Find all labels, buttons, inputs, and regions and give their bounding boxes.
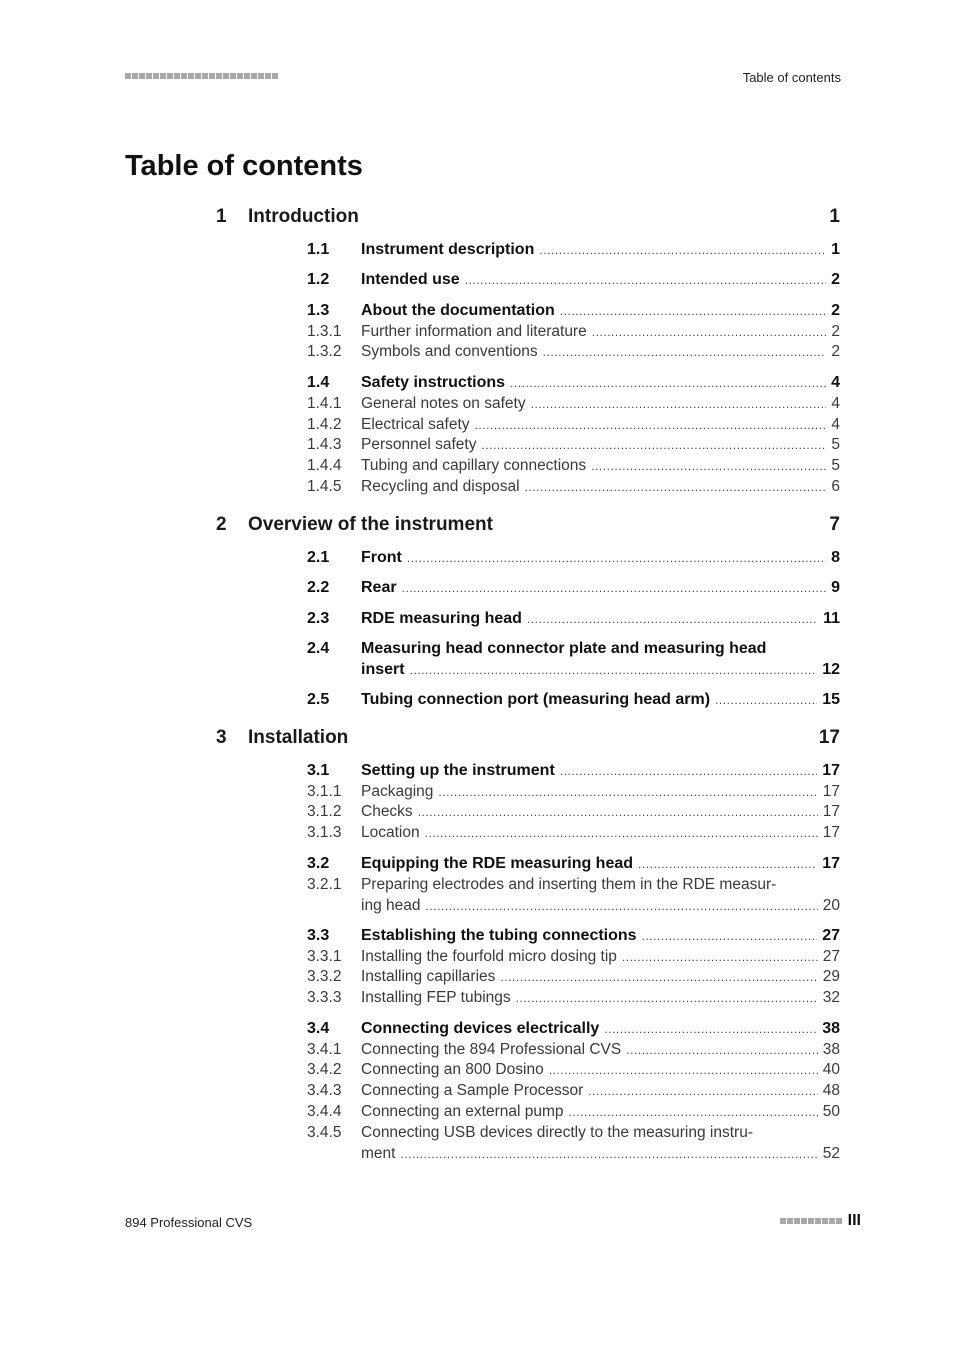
toc-chapter-1[interactable] — [216, 206, 840, 230]
toc-subsection-3-4-5[interactable] — [307, 1122, 840, 1165]
entry-title: Setting up the instrument — [361, 762, 555, 779]
toc-section-3-3[interactable] — [307, 925, 840, 947]
entry-page: 50 — [822, 1103, 840, 1120]
entry-number: 3.4.1 — [307, 1041, 342, 1058]
dot-leader — [527, 608, 818, 630]
dot-leader — [549, 1059, 818, 1081]
entry-title: Intended use — [361, 271, 460, 288]
entry-title: Rear — [361, 579, 397, 596]
dot-leader — [642, 925, 818, 947]
dot-leader — [418, 801, 818, 823]
entry-number: 3.2.1 — [307, 876, 342, 893]
dot-leader — [604, 1018, 817, 1040]
entry-page: 17 — [822, 803, 840, 820]
entry-number: 3.1 — [307, 762, 330, 779]
dot-leader — [407, 547, 826, 569]
entry-number: 1.2 — [307, 271, 330, 288]
entry-number: 3.4 — [307, 1020, 330, 1037]
toc-subsection-3-1-3[interactable] — [307, 822, 840, 844]
chapter-title: Introduction — [248, 206, 359, 227]
dot-leader — [560, 300, 826, 322]
toc-subsection-1-4-1[interactable] — [307, 393, 840, 415]
entry-title: Connecting a Sample Processor — [361, 1082, 584, 1099]
toc-section-1-2[interactable] — [307, 269, 840, 291]
entry-title: About the documentation — [361, 302, 555, 319]
toc-subsection-3-1-2[interactable] — [307, 801, 840, 823]
entry-title-line: Connecting USB devices directly to the measuring instru- — [361, 1124, 753, 1141]
entry-page: 2 — [831, 271, 840, 288]
entry-title: Checks — [361, 803, 413, 820]
toc-section-1-1[interactable] — [307, 239, 840, 261]
entry-title: Symbols and conventions — [361, 343, 538, 360]
entry-number: 1.4.5 — [307, 478, 342, 495]
entry-page: 52 — [822, 1145, 840, 1162]
chapter-number: 1 — [216, 206, 227, 227]
dot-leader — [525, 476, 827, 498]
entry-number: 1.4.3 — [307, 436, 342, 453]
chapter-page: 17 — [818, 727, 840, 748]
entry-page: 17 — [822, 783, 840, 800]
entry-page: 5 — [831, 457, 840, 474]
toc-subsection-3-4-1[interactable] — [307, 1039, 840, 1061]
toc-subsection-3-4-4[interactable] — [307, 1101, 840, 1123]
toc-subsection-3-3-3[interactable] — [307, 987, 840, 1009]
entry-title: Tubing and capillary connections — [361, 457, 587, 474]
entry-title: Front — [361, 549, 402, 566]
chapter-number: 2 — [216, 514, 227, 535]
dot-leader — [638, 853, 817, 875]
entry-page: 48 — [822, 1082, 840, 1099]
toc-section-2-3[interactable] — [307, 608, 840, 630]
entry-page: 2 — [831, 343, 840, 360]
entry-title-line: Measuring head connector plate and measuring head — [361, 640, 767, 657]
entry-number: 1.3 — [307, 302, 330, 319]
dot-leader — [438, 781, 817, 803]
toc-section-2-5[interactable] — [307, 689, 840, 711]
entry-number: 2.3 — [307, 610, 330, 627]
entry-title: Connecting an external pump — [361, 1103, 564, 1120]
entry-number: 1.4.1 — [307, 395, 342, 412]
entry-title: Instrument description — [361, 241, 535, 258]
entry-page: 17 — [822, 855, 840, 872]
entry-title: ment — [361, 1145, 396, 1162]
dot-leader — [543, 341, 827, 363]
toc-subsection-1-4-4[interactable] — [307, 455, 840, 477]
dot-leader — [410, 659, 818, 681]
dot-leader — [539, 239, 826, 261]
entry-title: Packaging — [361, 783, 434, 800]
entry-title: Further information and literature — [361, 323, 587, 340]
toc-subsection-1-4-5[interactable] — [307, 476, 840, 498]
entry-page: 38 — [822, 1020, 840, 1037]
toc-section-2-1[interactable] — [307, 547, 840, 569]
entry-number: 3.4.4 — [307, 1103, 342, 1120]
entry-number: 2.4 — [307, 640, 330, 657]
dot-leader — [715, 689, 817, 711]
page-number: III — [847, 1212, 861, 1229]
dot-leader — [531, 393, 827, 415]
entry-page: 4 — [831, 416, 840, 433]
toc-subsection-3-3-1[interactable] — [307, 946, 840, 968]
entry-title: Location — [361, 824, 420, 841]
entry-page: 4 — [831, 374, 840, 391]
chapter-title: Installation — [248, 727, 349, 748]
entry-page: 32 — [822, 989, 840, 1006]
chapter-page: 1 — [829, 206, 840, 227]
chapter-title: Overview of the instrument — [248, 514, 493, 535]
entry-title: Equipping the RDE measuring head — [361, 855, 634, 872]
dot-leader — [622, 946, 818, 968]
entry-page: 4 — [831, 395, 840, 412]
dot-leader — [560, 760, 817, 782]
entry-page: 15 — [822, 691, 840, 708]
entry-page: 2 — [831, 323, 840, 340]
entry-page: 27 — [822, 948, 840, 965]
toc-section-1-4[interactable] — [307, 372, 840, 394]
entry-title: insert — [361, 661, 405, 678]
dot-leader — [592, 321, 827, 343]
page-title: Table of contents — [125, 150, 363, 182]
entry-page: 12 — [822, 661, 840, 678]
entry-title: Establishing the tubing connections — [361, 927, 637, 944]
footer-decoration — [780, 1218, 842, 1224]
entry-title: Electrical safety — [361, 416, 470, 433]
toc-section-2-4[interactable] — [307, 638, 840, 681]
entry-number: 3.3.2 — [307, 968, 342, 985]
running-header-title: Table of contents — [742, 70, 841, 85]
entry-title-line: Preparing electrodes and inserting them in the RDE measur- — [361, 876, 777, 893]
entry-title: General notes on safety — [361, 395, 526, 412]
entry-number: 1.4.4 — [307, 457, 342, 474]
entry-page: 11 — [823, 610, 840, 627]
entry-page: 5 — [831, 436, 840, 453]
entry-title: Personnel safety — [361, 436, 477, 453]
entry-title: Connecting an 800 Dosino — [361, 1061, 544, 1078]
entry-number: 2.5 — [307, 691, 330, 708]
entry-number: 3.1.1 — [307, 783, 342, 800]
toc-section-3-1[interactable] — [307, 760, 840, 782]
entry-title: Tubing connection port (measuring head arm) — [361, 691, 711, 708]
entry-page: 17 — [822, 762, 840, 779]
entry-title: RDE measuring head — [361, 610, 522, 627]
toc-chapter-2[interactable] — [216, 514, 840, 538]
chapter-number: 3 — [216, 727, 227, 748]
entry-page: 9 — [831, 579, 840, 596]
dot-leader — [481, 434, 826, 456]
entry-page: 17 — [822, 824, 840, 841]
entry-number: 3.3 — [307, 927, 330, 944]
entry-number: 3.1.3 — [307, 824, 342, 841]
toc-subsection-1-3-2[interactable] — [307, 341, 840, 363]
entry-number: 3.3.1 — [307, 948, 342, 965]
entry-page: 29 — [822, 968, 840, 985]
dot-leader — [588, 1080, 817, 1102]
entry-number: 3.3.3 — [307, 989, 342, 1006]
entry-title: Installing FEP tubings — [361, 989, 511, 1006]
entry-number: 1.3.1 — [307, 323, 342, 340]
dot-leader — [465, 269, 826, 291]
entry-page: 2 — [831, 302, 840, 319]
footer-page-marker — [780, 1212, 861, 1230]
entry-number: 3.4.2 — [307, 1061, 342, 1078]
entry-number: 3.2 — [307, 855, 330, 872]
dot-leader — [475, 414, 827, 436]
entry-number: 3.4.3 — [307, 1082, 342, 1099]
toc-subsection-1-3-1[interactable] — [307, 321, 840, 343]
entry-title: Connecting the 894 Professional CVS — [361, 1041, 622, 1058]
dot-leader — [425, 895, 817, 917]
entry-title: Installing capillaries — [361, 968, 496, 985]
entry-title: Installing the fourfold micro dosing tip — [361, 948, 617, 965]
entry-number: 1.4 — [307, 374, 330, 391]
toc-section-2-2[interactable] — [307, 577, 840, 599]
footer-product-name: 894 Professional CVS — [125, 1215, 253, 1230]
entry-title: ing head — [361, 897, 421, 914]
toc-subsection-1-4-3[interactable] — [307, 434, 840, 456]
toc-section-3-4[interactable] — [307, 1018, 840, 1040]
entry-page: 40 — [822, 1061, 840, 1078]
toc-chapter-3[interactable] — [216, 727, 840, 751]
dot-leader — [425, 822, 818, 844]
entry-page: 27 — [822, 927, 840, 944]
toc-section-3-2[interactable] — [307, 853, 840, 875]
toc-subsection-3-1-1[interactable] — [307, 781, 840, 803]
toc-subsection-3-4-3[interactable] — [307, 1080, 840, 1102]
dot-leader — [400, 1143, 817, 1165]
chapter-page: 7 — [829, 514, 840, 535]
entry-number: 1.4.2 — [307, 416, 342, 433]
dot-leader — [500, 966, 817, 988]
entry-page: 8 — [831, 549, 840, 566]
entry-number: 3.1.2 — [307, 803, 342, 820]
toc-subsection-3-4-2[interactable] — [307, 1059, 840, 1081]
toc-subsection-1-4-2[interactable] — [307, 414, 840, 436]
dot-leader — [510, 372, 826, 394]
dot-leader — [569, 1101, 818, 1123]
entry-number: 3.4.5 — [307, 1124, 342, 1141]
entry-page: 1 — [831, 241, 840, 258]
entry-page: 6 — [831, 478, 840, 495]
dot-leader — [516, 987, 818, 1009]
toc-subsection-3-2-1[interactable] — [307, 874, 840, 917]
entry-page: 38 — [822, 1041, 840, 1058]
dot-leader — [626, 1039, 818, 1061]
dot-leader — [402, 577, 827, 599]
toc-subsection-3-3-2[interactable] — [307, 966, 840, 988]
entry-number: 2.2 — [307, 579, 330, 596]
entry-title: Safety instructions — [361, 374, 506, 391]
dot-leader — [591, 455, 826, 477]
entry-title: Recycling and disposal — [361, 478, 520, 495]
toc-section-1-3[interactable] — [307, 300, 840, 322]
entry-page: 20 — [822, 897, 840, 914]
entry-number: 1.3.2 — [307, 343, 342, 360]
entry-title: Connecting devices electrically — [361, 1020, 600, 1037]
entry-number: 2.1 — [307, 549, 330, 566]
entry-number: 1.1 — [307, 241, 330, 258]
